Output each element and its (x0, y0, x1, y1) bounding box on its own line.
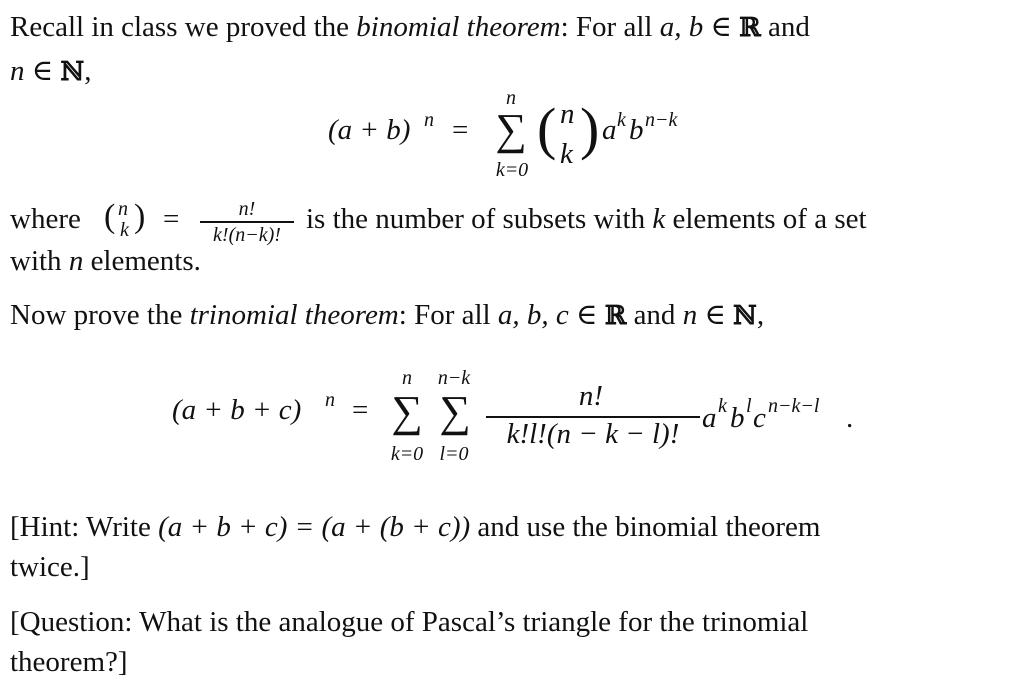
var-ab: a, b (659, 11, 704, 43)
eq1-b-exponent: n−k (645, 109, 678, 131)
eq2-c: c (753, 402, 766, 434)
var-n: n (10, 55, 25, 87)
eq2-a-exponent: k (718, 395, 727, 417)
with-text: with (10, 245, 69, 277)
fraction-bar (200, 221, 294, 223)
naturals-symbol: ℕ (60, 57, 85, 87)
elements-text: elements. (83, 245, 201, 277)
question-text: [Question: What is the analogue of Pascal’s triangle for the trinomial (10, 606, 809, 638)
eq2-b-exponent: l (746, 395, 752, 417)
equals: = (163, 203, 180, 235)
summation-sign-2: ∑ (439, 387, 471, 436)
element-of: ∈ (24, 55, 61, 87)
reals-symbol: ℝ (604, 301, 627, 331)
naturals-symbol: ℕ (733, 301, 757, 331)
eq2-c-exponent: n−k−l (768, 395, 820, 417)
element-of: ∈ (703, 11, 740, 43)
right-paren: ) (134, 198, 146, 235)
where-text: where (10, 203, 81, 235)
eq1-equals: = (452, 114, 469, 146)
eq1-sum-lower: k=0 (495, 159, 529, 181)
question-line-1 (10, 605, 808, 639)
eq2-lhs-exponent: n (325, 389, 335, 411)
for-all-text: : For all (398, 299, 498, 331)
question-text-2: theorem?] (10, 646, 128, 678)
and-text: and (760, 11, 810, 43)
eq1-a-exponent: k (617, 109, 626, 131)
eq2-denominator: k!l!(n − k − l)! (506, 418, 680, 450)
hint-text-3: twice.] (10, 551, 90, 583)
where-rest (306, 203, 867, 236)
element-of: ∈ (697, 299, 734, 331)
left-paren: ( (104, 198, 116, 235)
now-prove-text: Now prove the (10, 299, 190, 331)
summation-sign: ∑ (495, 105, 527, 154)
question-line-2 (10, 645, 128, 679)
binom-bottom: k (120, 219, 129, 241)
eq2-sum1-lower: k=0 (390, 443, 424, 465)
eq1-lhs-exponent: n (424, 109, 434, 131)
left-paren: ( (537, 96, 557, 161)
eq1-a: a (602, 114, 617, 146)
hint-text: [Hint: Write (10, 511, 159, 543)
eq2-b: b (730, 402, 745, 434)
eq1-b: b (629, 114, 644, 146)
and-text: and (626, 299, 683, 331)
var-n: n (682, 299, 698, 331)
var-k: k (652, 203, 666, 235)
summation-sign-1: ∑ (391, 387, 423, 436)
hint-line-1 (10, 510, 820, 544)
hint-equation: (a + b + c) = (a + (b + c)) (158, 511, 471, 543)
element-of: ∈ (568, 299, 605, 331)
binomial-theorem-term: binomial theorem (356, 11, 561, 43)
binom-bottom: k (560, 138, 573, 170)
hint-text-2: and use the binomial theorem (470, 511, 821, 543)
binom-top: n (118, 198, 128, 220)
fraction-numerator: n! (238, 198, 256, 220)
binom-top: n (560, 98, 575, 130)
eq2-period: . (846, 402, 854, 434)
right-paren: ) (580, 96, 600, 161)
trinomial-intro (10, 298, 764, 333)
rest-text: is the number of subsets with (306, 203, 653, 235)
var-abc: a, b, c (497, 299, 569, 331)
intro-line-2 (10, 54, 91, 89)
eq2-sum1-upper: n (402, 367, 412, 389)
eq2-equals: = (352, 394, 369, 426)
where-line-2 (10, 244, 201, 278)
eq1-sum-upper: n (506, 87, 516, 109)
fraction-denominator: k!(n−k)! (213, 224, 281, 246)
eq2-numerator: n! (578, 380, 604, 412)
var-n: n (68, 245, 84, 277)
eq1-lhs: (a + b) (328, 114, 411, 146)
comma: , (84, 55, 92, 87)
intro-text-2: : For all (560, 11, 660, 43)
comma: , (756, 299, 765, 331)
rest-text-2: elements of a set (665, 203, 867, 235)
intro-line-1 (10, 10, 810, 45)
trinomial-theorem-term: trinomial theorem (189, 299, 399, 331)
intro-text: Recall in class we proved the (10, 11, 357, 43)
eq2-sum2-lower: l=0 (439, 443, 469, 465)
eq2-sum2-upper: n−k (437, 367, 471, 389)
eq2-a: a (702, 402, 717, 434)
reals-symbol: ℝ (739, 13, 761, 43)
hint-line-2 (10, 550, 90, 584)
eq2-lhs: (a + b + c) (172, 394, 302, 426)
